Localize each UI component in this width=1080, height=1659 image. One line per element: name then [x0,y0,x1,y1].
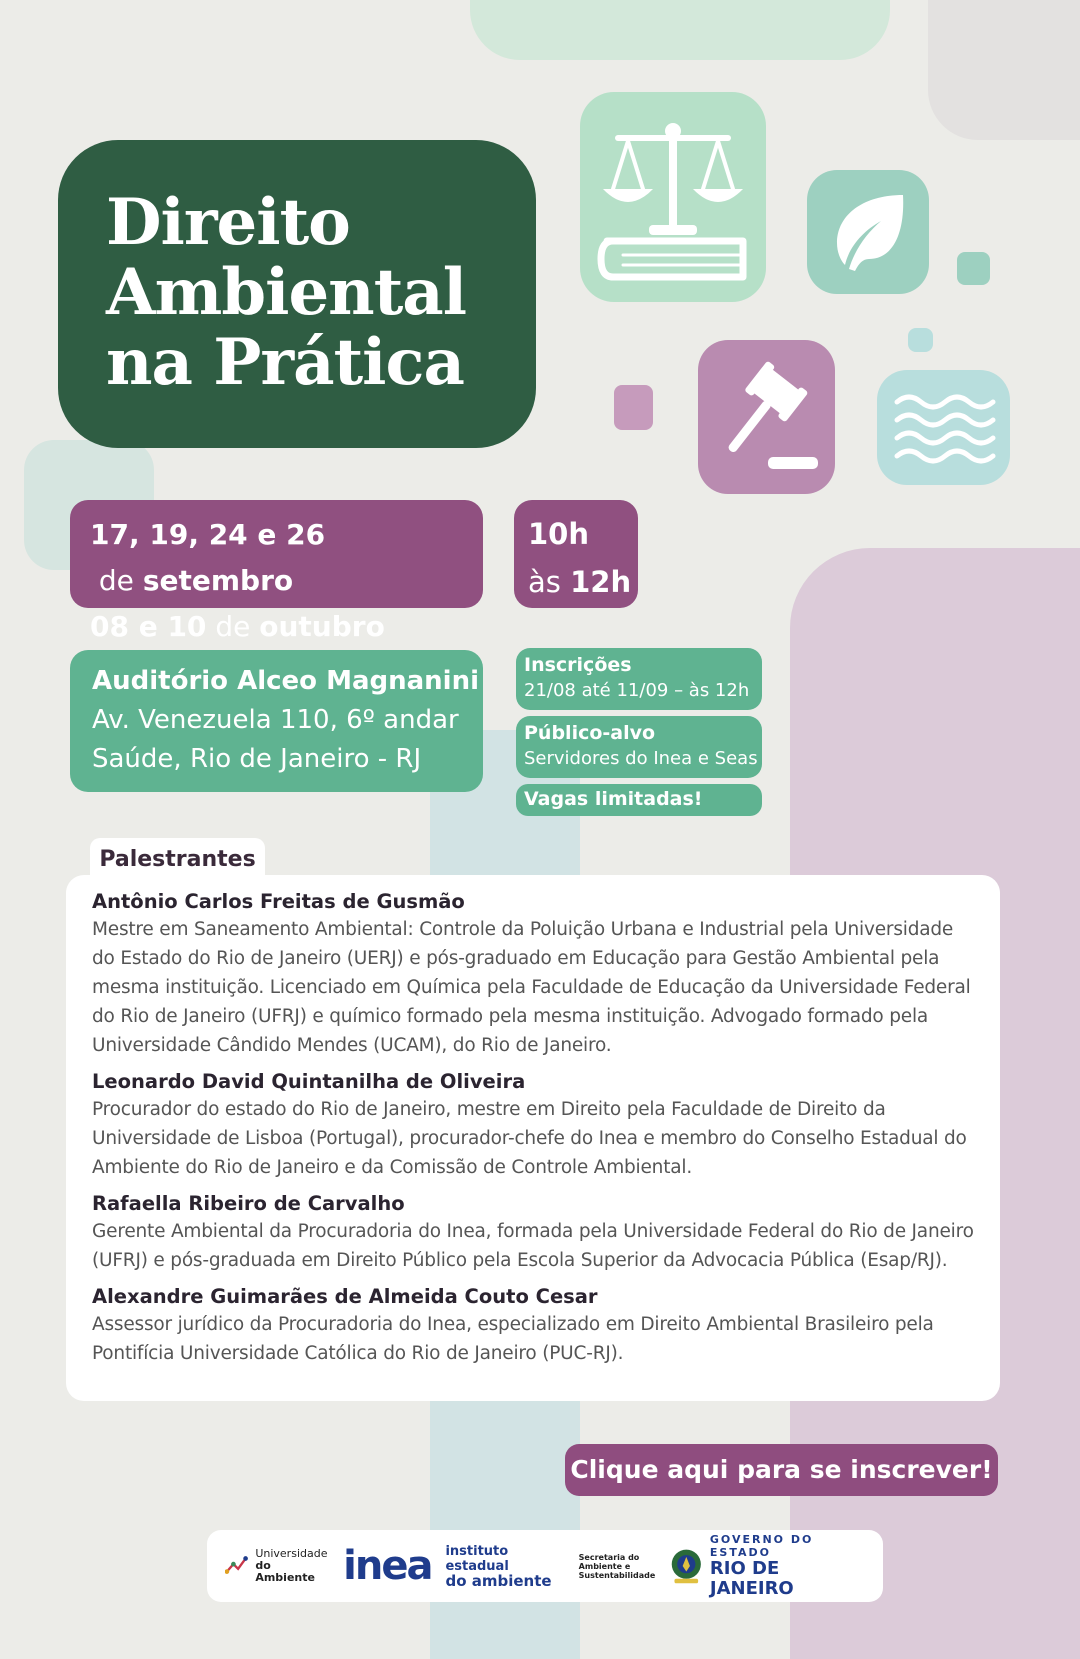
inea-logo: inea [343,1543,432,1589]
bg-shape-top-green [470,0,890,60]
footer-logos [207,1530,883,1602]
dates-line-2 [90,604,483,650]
dates-october-days: 08 e 10 [90,610,207,643]
gavel-tile [698,340,835,494]
venue-district: Saúde, Rio de Janeiro - RJ [92,744,422,774]
dates-september-days: 17, 19, 24 e 26 [90,518,326,551]
seas-logo [579,1553,656,1580]
venue-address: Av. Venezuela 110, 6º andar [92,705,459,735]
ua-line-2: do Ambiente [255,1559,315,1584]
venue-name: Auditório Alceo Magnanini [92,666,480,696]
registration-label: Inscrições [524,654,632,676]
inst-line-1: instituto estadual [445,1543,509,1574]
time-box [514,500,638,608]
gov-line-1: GOVERNO DO ESTADO [709,1533,814,1559]
inea-institute-name [445,1544,564,1589]
register-button[interactable]: Clique aqui para se inscrever! [565,1444,998,1496]
dates-october-month: outubro [259,610,385,643]
speaker-name: Rafaella Ribeiro de Carvalho [92,1192,405,1215]
scale-book-tile [580,92,766,302]
sec-line-1: Secretaria do [578,1552,640,1562]
ua-line-1: Universidade [255,1547,328,1560]
dates-connector-2: de [206,610,260,643]
speaker-bio: Assessor jurídico da Procuradoria do Inea, especializado em Direito Ambiental Brasileiro pela Pontifícia Universidade Católica do Rio de Janeiro (PUC-RJ). [92,1314,934,1364]
speakers-panel [66,875,1000,1401]
speaker-name: Leonardo David Quintanilha de Oliveira [92,1070,526,1093]
audience-label: Público-alvo [524,722,656,744]
registration-box [516,648,762,710]
gavel-icon [712,357,822,477]
venue-box [70,650,483,792]
governo-rj-logo [669,1533,865,1599]
time-connector: às [528,565,571,599]
speaker-bio: Mestre em Saneamento Ambiental: Controle da Poluição Urbana e Industrial pela Universidade do Estado do Rio de Janeiro (UERJ) e pós-graduado em Educação para Gestão Ambiental pela mesma instituição. Licenciado em Química pela Faculdade de Educação da Universidade Federal do Rio de Janeiro (UFRJ) e químico formado pela mesma instituição. Advogado formado pela Universidade Cândido Mendes (UCAM), do Rio de Janeiro. [92,919,971,1056]
audience-value: Servidores do Inea e Seas [524,748,758,769]
page-title [106,185,536,400]
universidade-ambiente-logo [225,1548,329,1584]
time-start-value: 10h [528,517,590,551]
dates-september-month: setembro [142,564,294,597]
small-square-purple [614,385,653,430]
gov-line-2: RIO DE JANEIRO [709,1558,794,1599]
sec-line-3: Sustentabilidade [578,1570,656,1580]
sec-line-2: Ambiente e [578,1561,631,1571]
small-square-teal [957,252,990,285]
speaker-name: Antônio Carlos Freitas de Gusmão [92,890,465,913]
time-start [528,510,638,558]
speakers-tab: Palestrantes [90,838,265,880]
time-end [528,558,638,606]
scale-book-icon [593,107,753,287]
water-tile [877,370,1010,485]
small-square-blue [908,328,933,352]
dates-line-1 [90,512,483,604]
dates-connector-1: de [90,564,143,597]
state-coat-of-arms-icon [669,1544,704,1588]
dates-box [70,500,483,643]
inst-line-2: do ambiente [445,1571,552,1590]
water-waves-icon [889,388,999,468]
audience-box [516,716,762,778]
bg-shape-top-right [928,0,1080,140]
universidade-ambiente-icon [225,1554,249,1578]
title-box [58,140,536,448]
speaker-name: Alexandre Guimarães de Almeida Couto Cesar [92,1285,598,1308]
limited-seats-badge [516,784,762,816]
speaker-bio: Gerente Ambiental da Procuradoria do Inea, formada pela Universidade Federal do Rio de Janeiro (UFRJ) e pós-graduada em Direito Público pela Escola Superior da Advocacia Pública (Esap/RJ). [92,1221,974,1271]
limited-seats-text: Vagas limitadas! [524,788,703,810]
time-end-value: 12h [570,565,632,599]
title-line-2: Ambiental [106,255,467,330]
title-line-1: Direito [106,185,350,260]
title-line-3: na Prática [106,325,464,400]
leaf-icon [823,187,913,277]
registration-value: 21/08 até 11/09 – às 12h [524,680,750,701]
leaf-tile [807,170,929,294]
speaker-bio: Procurador do estado do Rio de Janeiro, mestre em Direito pela Faculdade de Direito da Universidade de Lisboa (Portugal), procurador-chefe do Inea e membro do Conselho Estadual do Ambiente do Rio de Janeiro e da Comissão de Controle Ambiental. [92,1099,967,1178]
